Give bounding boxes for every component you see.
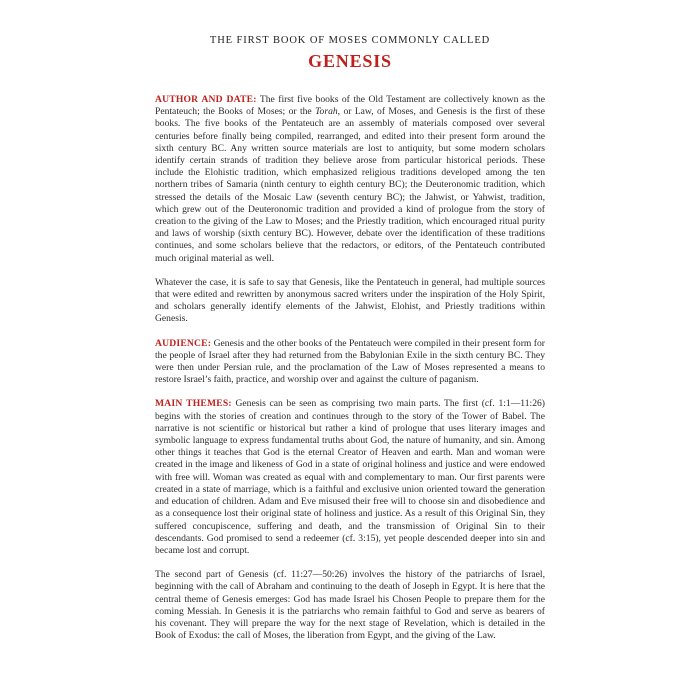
page-heading — [0, 34, 700, 72]
book-title: GENESIS — [308, 51, 392, 71]
audience-paragraph — [155, 338, 545, 387]
main-themes-text: Genesis can be seen as comprising two main parts. The first (cf. 1:1—11:26) begins with the stories of creation and continues through to the story of the Tower of Babel. The narrative is not scientific or historical but rather a kind of prologue that uses literary images and symbolic language to express fundamental truths about God, the nature of humanity, and sin. Among other things it teaches that God is the eternal Creator of Heaven and earth. Man and woman were created in the image and likeness of God in a state of original holiness and justice and were endowed with free will. Woman was created as equal with and complementary to man. Our first parents were created in a state of marriage, which is a faithful and exclusive union oriented toward the generation and education of children. Adam and Eve misused their free will to choose sin and disobedience and as a consequence lost their original state of holiness and justice. As a result of this Original Sin, they suffered concupiscence, suffering and death, and the transmission of Original Sin to their descendants. God promised to send a redeemer (cf. 3:15), yet people descended deeper into sin and became lost and corrupt. — [155, 398, 545, 556]
audience-text: Genesis and the other books of the Pentateuch were compiled in their present form for the people of Israel after they had returned from the Babylonian Exile in the sixth century BC. They were then under Persian rule, and the proclamation of the Law of Moses represented a means to restore Israel’s faith, practice, and worship over and against the culture of paganism. — [155, 337, 545, 386]
author-date-paragraph — [155, 94, 545, 265]
whatever-case-paragraph: Whatever the case, it is safe to say that Genesis, like the Pentateuch in general, had multiple sources that were edited and rewritten by anonymous sacred writers under the inspiration of the Holy Spirit, and scholars generally identify elements of the Jahwist, Elohist, and Priestly traditions within Genesis. — [155, 276, 545, 325]
torah-italic: Torah — [315, 106, 338, 118]
audience-heading: AUDIENCE: — [155, 337, 212, 349]
main-themes-heading: MAIN THEMES: — [155, 398, 232, 410]
main-themes-paragraph — [155, 398, 545, 557]
book-supertitle: THE FIRST BOOK OF MOSES COMMONLY CALLED — [209, 35, 491, 46]
author-date-heading: AUTHOR AND DATE: — [155, 94, 257, 105]
body-text — [155, 94, 545, 642]
author-date-text-1: The first five books of the Old Testament are collectively known as the Pentateuch; the Books of Moses; or the — [155, 94, 545, 118]
author-date-text-2: , or Law, of Moses, and Genesis is the first of these books. The five books of the Pentateuch are an assembly of materials composed over several centuries before finally being compiled, rearranged, and edited into their present form around the sixth century BC. Any written source materials are lost to antiquity, but some modern scholars identify certain strands of tradition they believe arose from particular historical periods. These include the Elohistic tradition, which emphasized religious traditions developed among the ten northern tribes of Samaria (ninth century to eighth century BC); the Deuteronomic tradition, which stressed the details of the Mosaic Law (seventh century BC); the Jahwist, or Yahwist, tradition, which grew out of the Deuteronomic tradition and provided a kind of prologue from the story of creation to the giving of the Law to Moses; and the Priestly tradition, which encouraged ritual purity and laws of worship (sixth century BC). However, debate over the identification of these traditions continues, and some scholars believe that the redactors, or editors, of the Pentateuch contributed much original material as well. — [155, 106, 545, 264]
second-part-paragraph: The second part of Genesis (cf. 11:27—50:26) involves the history of the patriarchs of Israel, beginning with the call of Abraham and continuing to the death of Joseph in Egypt. It is here that the central theme of Genesis emerges: God has made Israel his Chosen People to prepare them for the coming Messiah. In Genesis it is the patriarchs who remain faithful to God and serve as bearers of his covenant. They will prepare the way for the next stage of Revelation, which is detailed in the Book of Exodus: the call of Moses, the liberation from Egypt, and the giving of the Law. — [155, 569, 545, 642]
